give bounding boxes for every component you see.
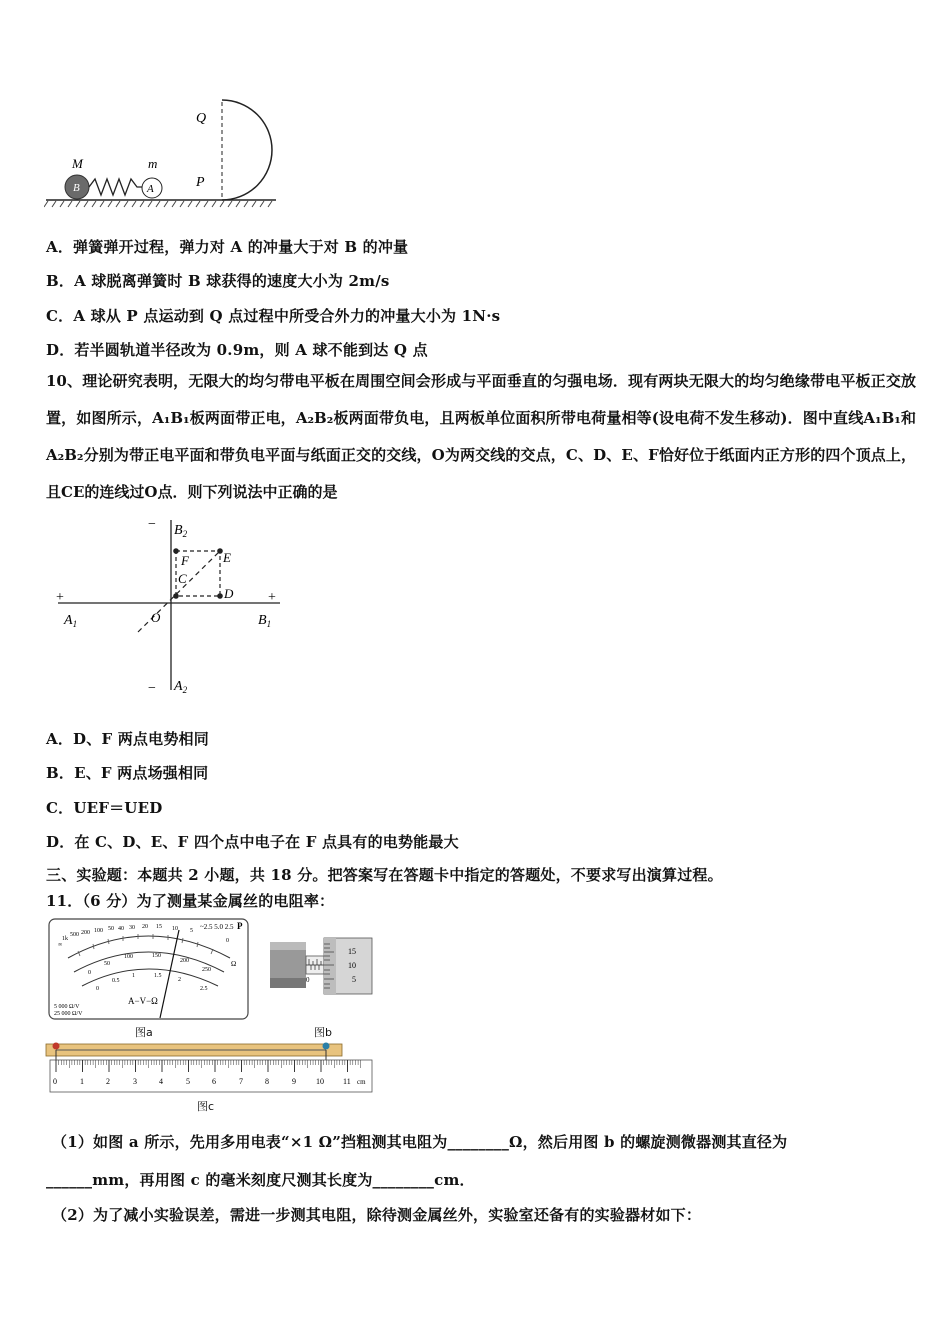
scale-10: 10 bbox=[172, 926, 178, 932]
low-1.5: 1.5 bbox=[154, 973, 162, 979]
point-p-label: P bbox=[196, 175, 205, 190]
scale-15: 15 bbox=[156, 924, 162, 930]
q9-option-d: D．若半圆轨道半径改为 0.9m，则 A 球不能到达 Q 点 bbox=[46, 341, 428, 359]
low-2.5: 2.5 bbox=[200, 986, 208, 992]
q10-option-d: D．在 C、D、E、F 四个点中电子在 F 点具有的电势能最大 bbox=[46, 833, 459, 851]
scale-30: 30 bbox=[129, 925, 135, 931]
wire-end-right bbox=[323, 1043, 330, 1050]
scale-0: 0 bbox=[226, 938, 229, 944]
minus-bottom: − bbox=[148, 681, 156, 696]
q11-part1: （1）如图 a 所示，先用多用电表“×1 Ω”挡粗测其电阻为________Ω，然后用图 b 的螺旋测微器测其直径为 bbox=[52, 1133, 788, 1151]
mid-250: 250 bbox=[202, 967, 211, 973]
figure-a-multimeter bbox=[48, 918, 250, 1022]
ruler-8: 8 bbox=[265, 1077, 269, 1086]
meter-omega: Ω bbox=[231, 960, 237, 968]
point-q-label: Q bbox=[196, 111, 207, 126]
q11-part2: （2）为了减小实验误差，需进一步测其电阻，除待测金属丝外，实验室还备有的实验器材如下： bbox=[52, 1206, 702, 1224]
scale-200: 200 bbox=[81, 930, 90, 936]
ruler-4: 4 bbox=[159, 1077, 163, 1086]
plus-right: + bbox=[268, 590, 276, 605]
minus-top: − bbox=[148, 517, 156, 532]
q9-option-c: C．A 球从 P 点运动到 Q 点过程中所受合外力的冲量大小为 1N·s bbox=[46, 307, 501, 325]
q9-option-b: B．A 球脱离弹簧时 B 球获得的速度大小为 2m/s bbox=[46, 272, 390, 290]
semicircle-track bbox=[222, 100, 272, 200]
scale-40: 40 bbox=[118, 926, 124, 932]
label-o: O bbox=[151, 610, 161, 625]
scale-500: 500 bbox=[70, 932, 79, 938]
ruler-1: 1 bbox=[80, 1077, 84, 1086]
scale-5: 5 bbox=[190, 928, 193, 934]
figure-a-caption: 图a bbox=[135, 1026, 153, 1039]
mass-M-label: M bbox=[72, 156, 83, 171]
low-0.5: 0.5 bbox=[112, 978, 120, 984]
ball-b-label: B bbox=[73, 182, 80, 194]
label-f: F bbox=[181, 553, 189, 568]
mid-0: 0 bbox=[88, 970, 91, 976]
mid-100: 100 bbox=[124, 954, 133, 960]
low-1: 1 bbox=[132, 973, 135, 979]
meter-p-mark: P bbox=[237, 921, 243, 931]
figure-charged-plates bbox=[52, 514, 292, 696]
q10-option-b: B．E、F 两点场强相同 bbox=[46, 764, 209, 782]
figure-b-micrometer bbox=[268, 934, 376, 996]
label-b1: $B_1$ bbox=[258, 613, 272, 629]
ruler-11: 11 bbox=[343, 1077, 351, 1086]
micrometer-zero: 0 bbox=[306, 976, 310, 984]
spring bbox=[89, 179, 144, 195]
mid-200: 200 bbox=[180, 958, 189, 964]
mid-50: 50 bbox=[104, 961, 110, 967]
meter-corner-label: ~2.5 5.0 2.5 bbox=[200, 923, 234, 931]
ruler-6: 6 bbox=[212, 1077, 216, 1086]
label-a2: $A_2$ bbox=[174, 679, 188, 695]
scale-1k: 1k bbox=[62, 936, 68, 942]
mass-m-label: m bbox=[148, 156, 158, 171]
figure-b-caption: 图b bbox=[314, 1026, 332, 1039]
section-3-heading: 三、实验题：本题共 2 小题，共 18 分。把答案写在答题卡中指定的答题处，不要求写出演算过程。 bbox=[46, 866, 723, 884]
q10-option-a: A．D、F 两点电势相同 bbox=[46, 730, 209, 748]
label-e: E bbox=[223, 550, 231, 565]
q11-part1-continued: ______mm，再用图 c 的毫米刻度尺测其长度为________cm． bbox=[46, 1171, 475, 1189]
scale-50: 50 bbox=[108, 926, 114, 932]
micrometer-5: 5 bbox=[352, 975, 356, 984]
q11-stem: 11．（6 分）为了测量某金属丝的电阻率： bbox=[46, 892, 335, 910]
meter-spec-2: 25 000 Ω/V bbox=[54, 1011, 83, 1017]
scale-20: 20 bbox=[142, 924, 148, 930]
q10-option-c: C．UEF＝UED bbox=[46, 799, 163, 817]
meter-spec-1: 5 000 Ω/V bbox=[54, 1004, 80, 1010]
label-b2: $B_2$ bbox=[174, 523, 188, 539]
ball-a-label: A bbox=[147, 183, 154, 195]
ruler-9: 9 bbox=[292, 1077, 296, 1086]
ruler-unit: cm bbox=[357, 1078, 366, 1086]
ruler-2: 2 bbox=[106, 1077, 110, 1086]
ruler-10: 10 bbox=[316, 1077, 324, 1086]
label-a1: $A_1$ bbox=[64, 613, 78, 629]
low-0: 0 bbox=[96, 986, 99, 992]
ruler-5: 5 bbox=[186, 1077, 190, 1086]
q10-stem: 10、理论研究表明，无限大的均匀带电平板在周围空间会形成与平面垂直的匀强电场．现有两块无限大的均匀绝缘带电平板正交放置，如图所示，A₁B₁板两面带正电，A₂B₂板两面带负电，且两板单位面积所带电荷量相等(设电荷不发生移动)．图中直线A₁B₁和A₂B₂分别为带正电平面和带负电平面与纸面正交的交线，O为两交线的交点，C、D、E、F恰好位于纸面内正方形的四个顶点上，且CE的连线过O点．则下列说法中正确的是 bbox=[46, 372, 916, 501]
mid-150: 150 bbox=[152, 953, 161, 959]
wire-end-left bbox=[53, 1043, 60, 1050]
scale-inf: ∞ bbox=[58, 942, 63, 948]
ruler-7: 7 bbox=[239, 1077, 243, 1086]
ruler-0: 0 bbox=[53, 1077, 57, 1086]
q9-option-a: A．弹簧弹开过程，弹力对 A 的冲量大于对 B 的冲量 bbox=[46, 238, 409, 256]
scale-100: 100 bbox=[94, 928, 103, 934]
label-c: C bbox=[178, 571, 187, 586]
micrometer-15: 15 bbox=[348, 947, 356, 956]
figure-c-caption: 图c bbox=[197, 1100, 215, 1113]
figure-spring-track bbox=[44, 96, 280, 212]
label-d: D bbox=[224, 586, 234, 601]
plus-left: + bbox=[56, 590, 64, 605]
figure-c-ruler bbox=[44, 1038, 378, 1094]
micrometer-10: 10 bbox=[348, 961, 356, 970]
meter-label: A−V−Ω bbox=[128, 996, 158, 1006]
ruler-3: 3 bbox=[133, 1077, 137, 1086]
low-2: 2 bbox=[178, 977, 181, 983]
